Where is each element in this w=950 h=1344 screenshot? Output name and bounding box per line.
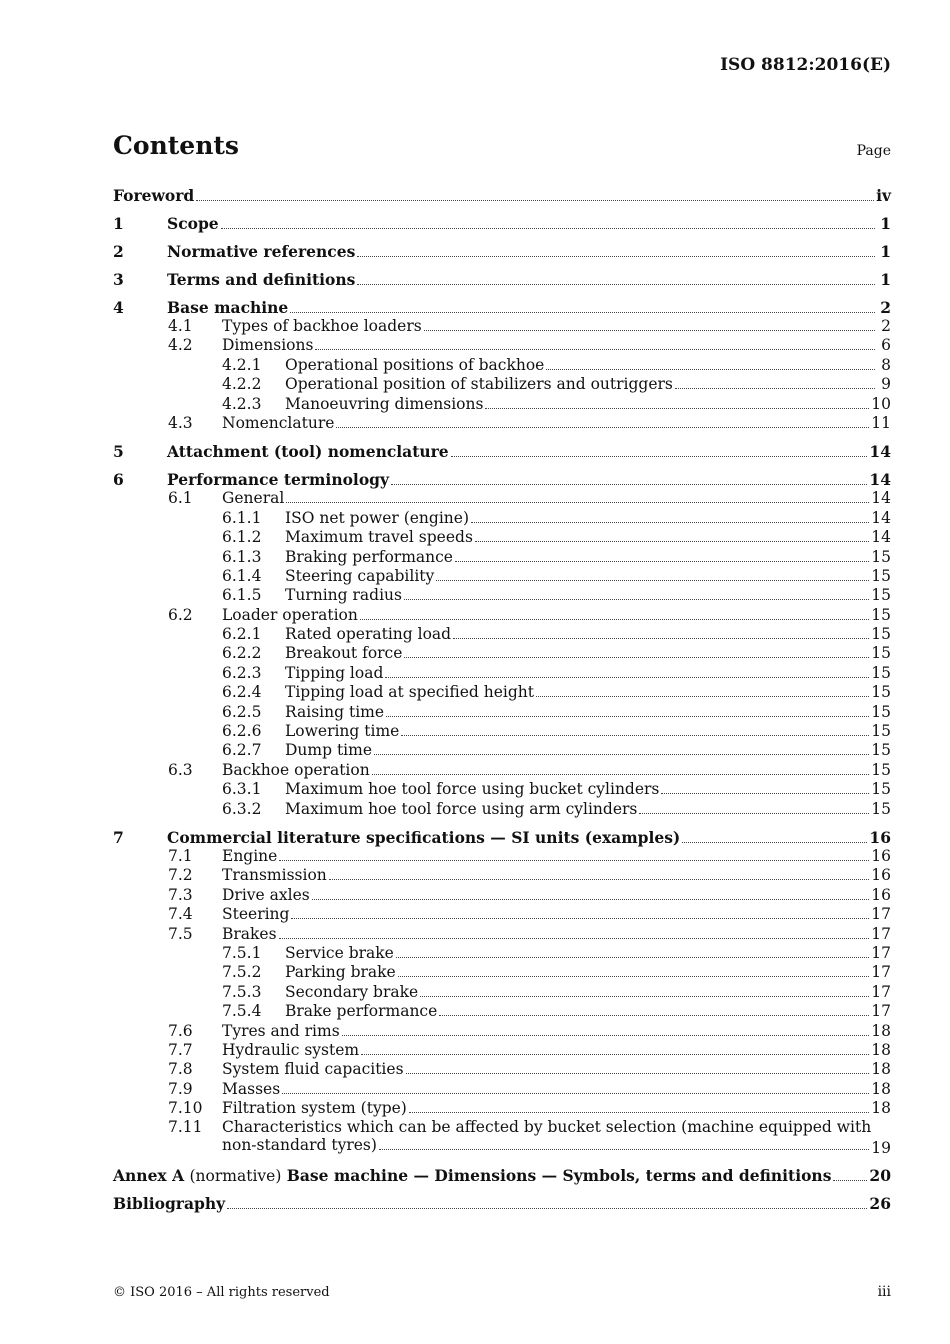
- toc-entry[interactable]: [113, 847, 891, 866]
- toc-entry-page: 14: [869, 470, 891, 490]
- toc-entry-text: Filtration system (type): [222, 1099, 407, 1118]
- toc-entry-text: General: [222, 489, 285, 508]
- toc-entry-title: [222, 1022, 871, 1040]
- toc-entry-number: 7.3: [168, 885, 193, 904]
- toc-entry-number: 7.5.3: [222, 982, 262, 1001]
- toc-entry[interactable]: [113, 270, 891, 289]
- annex-title: Base machine — Dimensions — Symbols, terms and definitions: [286, 1166, 832, 1186]
- dot-leader: [401, 735, 869, 736]
- toc-entry-page: 19: [871, 1139, 891, 1158]
- toc-entry[interactable]: [113, 963, 891, 982]
- dot-leader: [639, 813, 869, 814]
- toc-entry-title: [285, 548, 871, 566]
- toc-entry-page: 15: [871, 760, 891, 779]
- dot-leader: [227, 1208, 867, 1209]
- toc-entry-page: 16: [871, 885, 891, 904]
- dot-leader: [329, 879, 870, 880]
- toc-entry[interactable]: [113, 703, 891, 722]
- toc-entry[interactable]: [113, 625, 891, 644]
- toc-entry-number: 7.2: [168, 866, 193, 885]
- toc-entry-page: 15: [871, 799, 891, 818]
- toc-entry-text: Nomenclature: [222, 413, 335, 432]
- toc-entry-title: [285, 780, 871, 798]
- toc-entry-bibliography[interactable]: [113, 1194, 891, 1213]
- dot-leader: [406, 1073, 870, 1074]
- toc-entry-number: 4: [113, 298, 124, 317]
- toc-entry[interactable]: [113, 317, 891, 336]
- toc-entry-page: 16: [869, 827, 891, 847]
- dot-leader: [286, 502, 869, 503]
- toc-entry-title: [222, 761, 871, 779]
- toc-entry[interactable]: [113, 866, 891, 885]
- toc-entry[interactable]: [113, 586, 891, 605]
- toc-entry-text: Secondary brake: [285, 982, 419, 1001]
- toc-entry-number: 4.2.3: [222, 394, 262, 413]
- toc-entry-text: Maximum hoe tool force using bucket cylinders: [285, 780, 660, 799]
- toc-entry-title: [222, 847, 871, 865]
- toc-entry[interactable]: [113, 886, 891, 905]
- toc-entry-title: [222, 489, 871, 507]
- toc-entry-text: Transmission: [222, 866, 327, 885]
- toc-entry-title: [167, 442, 869, 461]
- toc-entry-number: 7.4: [168, 905, 193, 924]
- page-column-label: Page: [856, 143, 891, 159]
- toc-entry-text: Backhoe operation: [222, 760, 370, 779]
- toc-entry[interactable]: [113, 442, 891, 461]
- toc-entry-text: Parking brake: [285, 963, 396, 982]
- toc-entry-title: [222, 1041, 871, 1059]
- toc-entry-text: Commercial literature specifications — SI units (examples): [167, 827, 681, 847]
- toc-entry-text: Drive axles: [222, 885, 310, 904]
- toc-entry-page: 14: [871, 528, 891, 547]
- toc-entry-number: 7.8: [168, 1060, 193, 1079]
- toc-entry-text: Maximum hoe tool force using arm cylinders: [285, 799, 638, 818]
- dot-leader: [357, 256, 875, 257]
- toc-entry-page: 16: [871, 866, 891, 885]
- toc-entry-title: [222, 317, 877, 335]
- toc-entry-page: 1: [880, 242, 891, 261]
- dot-leader: [342, 1035, 870, 1036]
- toc-entry-text: Breakout force: [285, 644, 403, 663]
- dot-leader: [409, 1112, 869, 1113]
- toc-entry-title: [222, 886, 871, 904]
- toc-entry-number: 2: [113, 242, 124, 261]
- toc-entry[interactable]: [113, 606, 891, 625]
- dot-leader: [453, 638, 869, 639]
- toc-entry[interactable]: [113, 644, 891, 663]
- toc-entry-text: Maximum travel speeds: [285, 528, 473, 547]
- toc-entry-page: 18: [871, 1060, 891, 1079]
- toc-entry-page: 8: [881, 355, 891, 374]
- toc-entry-title: [285, 963, 871, 981]
- toc-entry-page: 11: [871, 413, 891, 432]
- toc-entry[interactable]: [113, 722, 891, 741]
- footer-page-number: iii: [877, 1284, 891, 1300]
- toc-entry-text: Braking performance: [285, 547, 453, 566]
- toc-entry-title: [167, 214, 877, 233]
- dot-leader: [455, 561, 869, 562]
- toc-entry-number: 7.5.4: [222, 1002, 262, 1021]
- toc-entry-page: 20: [869, 1166, 891, 1186]
- toc-entry-text: Foreword: [113, 186, 195, 205]
- dot-leader: [361, 1054, 869, 1055]
- dot-leader: [221, 228, 875, 229]
- bibliography-title: Bibliography: [113, 1194, 226, 1214]
- dot-leader: [291, 918, 869, 919]
- toc-entry-text: Types of backhoe loaders: [222, 317, 422, 335]
- toc-entry-title: [222, 866, 871, 884]
- toc-entry[interactable]: [113, 375, 891, 394]
- toc-entry-text: Normative references: [167, 242, 356, 261]
- toc-entry-number: 6.1.3: [222, 547, 262, 566]
- toc-entry-page: 15: [871, 683, 891, 702]
- dot-leader: [661, 793, 869, 794]
- toc-entry-page: 15: [871, 586, 891, 605]
- toc-entry-text: ISO net power (engine): [285, 508, 470, 527]
- dot-leader: [391, 484, 867, 485]
- toc-entry-number: 7.1: [168, 846, 193, 865]
- toc-entry-page: 17: [871, 963, 891, 982]
- toc-entry-page: 26: [869, 1194, 891, 1214]
- toc-entry-text: Steering: [222, 905, 290, 924]
- toc-entry-title: [285, 983, 871, 1001]
- toc-entry-page: 15: [871, 566, 891, 585]
- dot-leader: [385, 677, 869, 678]
- toc-entry-page: 16: [871, 846, 891, 865]
- toc-entry-text-continued: non-standard tyres): [222, 1136, 377, 1155]
- toc-entry[interactable]: [113, 509, 891, 528]
- toc-entry-number: 6.1.2: [222, 528, 262, 547]
- toc-entry-page: 17: [871, 1002, 891, 1021]
- toc-entry-text: Raising time: [285, 702, 385, 721]
- toc-entry-title: [285, 528, 871, 546]
- table-of-contents: [113, 186, 891, 1213]
- toc-entry-page: 15: [871, 663, 891, 682]
- toc-entry[interactable]: [113, 828, 891, 847]
- toc-entry-text: Turning radius: [285, 586, 402, 605]
- toc-entry-title: [285, 567, 871, 585]
- toc-entry-number: 4.2.1: [222, 355, 262, 374]
- toc-entry-title: [285, 683, 871, 701]
- toc-entry-text: Characteristics which can be affected by bucket selection (machine equipped with: [222, 1118, 872, 1137]
- toc-entry-page: 15: [871, 547, 891, 566]
- toc-entry-text: Terms and definitions: [167, 270, 356, 289]
- toc-entry-page: 18: [871, 1021, 891, 1040]
- toc-entry-text: Attachment (tool) nomenclature: [167, 442, 449, 462]
- toc-entry[interactable]: [113, 905, 891, 924]
- toc-entry-text: Dimensions: [222, 336, 314, 355]
- standard-identifier: ISO 8812:2016(E): [720, 55, 891, 75]
- dot-leader: [386, 716, 869, 717]
- dot-leader: [675, 388, 875, 389]
- toc-entry-number: 7.5.1: [222, 943, 262, 962]
- toc-entry-page: 15: [871, 605, 891, 624]
- toc-entry[interactable]: [113, 1080, 891, 1099]
- toc-entry[interactable]: [113, 761, 891, 780]
- toc-entry-number: 6.1.5: [222, 586, 262, 605]
- toc-entry-title: [113, 1166, 869, 1185]
- toc-entry-number: 6.2.7: [222, 741, 262, 760]
- toc-entry-text: Hydraulic system: [222, 1040, 360, 1059]
- toc-entry[interactable]: [113, 214, 891, 233]
- toc-entry-number: 4.1: [168, 317, 193, 335]
- dot-leader: [312, 899, 870, 900]
- toc-entry-page: 14: [871, 489, 891, 508]
- toc-entry-number: 7.6: [168, 1021, 193, 1040]
- toc-entry[interactable]: [113, 944, 891, 963]
- toc-entry-page: 15: [871, 741, 891, 760]
- toc-entry-text: System fluid capacities: [222, 1060, 404, 1079]
- toc-entry-text: Tyres and rims: [222, 1021, 340, 1040]
- toc-entry[interactable]: [113, 356, 891, 375]
- toc-entry-text: Masses: [222, 1079, 281, 1098]
- dot-leader: [404, 599, 869, 600]
- toc-entry-title: [285, 586, 871, 604]
- toc-entry-page: 18: [871, 1079, 891, 1098]
- toc-entry-page: 14: [871, 508, 891, 527]
- dot-leader: [546, 369, 875, 370]
- dot-leader: [379, 1149, 869, 1150]
- toc-entry-title: [167, 298, 877, 317]
- dot-leader: [279, 860, 869, 861]
- toc-entry-number: 6.1: [168, 489, 193, 508]
- dot-leader: [315, 349, 875, 350]
- toc-entry-number: 3: [113, 270, 124, 289]
- toc-entry-page: 9: [881, 375, 891, 394]
- toc-entry-title: [285, 800, 871, 818]
- toc-entry-number: 1: [113, 214, 124, 233]
- toc-entry-number: 6.3: [168, 760, 193, 779]
- toc-entry-text: Scope: [167, 214, 219, 233]
- toc-entry-title: [167, 242, 877, 261]
- toc-entry-page: 1: [880, 270, 891, 289]
- toc-entry-text: Tipping load: [285, 663, 384, 682]
- toc-entry-page: 17: [871, 943, 891, 962]
- toc-entry[interactable]: [113, 1041, 891, 1060]
- dot-leader: [471, 522, 869, 523]
- toc-entry[interactable]: [113, 741, 891, 760]
- toc-entry-title: [285, 1002, 871, 1020]
- toc-entry-page: 15: [871, 644, 891, 663]
- toc-entry-title: [285, 375, 877, 393]
- dot-leader: [485, 408, 869, 409]
- dot-leader: [374, 754, 869, 755]
- dot-leader: [396, 957, 869, 958]
- toc-entry[interactable]: [113, 1099, 891, 1118]
- toc-entry-title: [167, 470, 869, 489]
- toc-entry-page: 18: [871, 1099, 891, 1118]
- toc-entry-page: 15: [871, 702, 891, 721]
- toc-entry-number: 6.2.1: [222, 625, 262, 644]
- toc-entry-page: 17: [871, 924, 891, 943]
- toc-entry[interactable]: [113, 925, 891, 944]
- toc-entry-title: [222, 925, 871, 943]
- toc-entry-number: 7.7: [168, 1040, 193, 1059]
- toc-entry-number: 6.2.6: [222, 722, 262, 741]
- toc-entry[interactable]: [113, 298, 891, 317]
- toc-entry-title: [222, 905, 871, 923]
- toc-entry-title: [222, 1080, 871, 1098]
- toc-entry[interactable]: [113, 1118, 891, 1157]
- toc-entry-title: [222, 1099, 871, 1117]
- toc-entry-text: Tipping load at specified height: [285, 683, 534, 702]
- toc-entry-number: 6.2.4: [222, 683, 262, 702]
- toc-entry-title: [113, 186, 876, 205]
- toc-entry[interactable]: [113, 983, 891, 1002]
- dot-leader: [439, 1015, 869, 1016]
- toc-entry[interactable]: [113, 548, 891, 567]
- toc-entry-page: 14: [869, 442, 891, 462]
- toc-entry[interactable]: [113, 414, 891, 433]
- toc-entry-text: Base machine: [167, 298, 289, 317]
- toc-entry-number: 6.2.3: [222, 663, 262, 682]
- dot-leader: [833, 1180, 867, 1181]
- toc-entry-text: Manoeuvring dimensions: [285, 394, 484, 413]
- toc-entry-number: 7.9: [168, 1079, 193, 1098]
- toc-entry-title: [167, 270, 877, 289]
- toc-entry-number: 6.1.4: [222, 566, 262, 585]
- toc-entry-text: Lowering time: [285, 722, 400, 741]
- toc-entry[interactable]: [113, 780, 891, 799]
- toc-entry-number: 6: [113, 470, 124, 490]
- footer-copyright: © ISO 2016 – All rights reserved: [113, 1285, 330, 1300]
- dot-leader: [360, 619, 869, 620]
- toc-entry-annex-a[interactable]: [113, 1166, 891, 1185]
- toc-entry-page: 17: [871, 982, 891, 1001]
- page-title: Contents: [113, 131, 240, 160]
- dot-leader: [436, 580, 869, 581]
- toc-entry-title: [285, 944, 871, 962]
- toc-entry-text: Brake performance: [285, 1002, 438, 1021]
- dot-leader: [536, 696, 869, 697]
- toc-entry-number: 7.11: [168, 1118, 203, 1137]
- toc-entry-title: [222, 1118, 871, 1154]
- toc-entry-title: [113, 1194, 869, 1213]
- toc-entry-number: 7.5: [168, 924, 193, 943]
- toc-entry-page: 1: [880, 214, 891, 233]
- toc-entry[interactable]: [113, 683, 891, 702]
- toc-entry-title: [285, 741, 871, 759]
- toc-entry-page: 15: [871, 780, 891, 799]
- toc-entry-title: [222, 606, 871, 624]
- toc-entry-number: 6.2.5: [222, 702, 262, 721]
- dot-leader: [282, 1093, 869, 1094]
- toc-entry-number: 6.2.2: [222, 644, 262, 663]
- toc-entry-number: 4.3: [168, 413, 193, 432]
- dot-leader: [357, 284, 875, 285]
- toc-entry[interactable]: [113, 1060, 891, 1079]
- toc-entry-text: Loader operation: [222, 605, 358, 624]
- toc-entry-page: iv: [876, 186, 891, 205]
- toc-entry-number: 6.3.2: [222, 799, 262, 818]
- dot-leader: [404, 657, 869, 658]
- toc-entry-title: [222, 336, 877, 354]
- toc-entry[interactable]: [113, 1002, 891, 1021]
- toc-entry-number: 6.2: [168, 605, 193, 624]
- toc-entry[interactable]: [113, 664, 891, 683]
- toc-entry[interactable]: [113, 800, 891, 819]
- toc-entry-number: 4.2.2: [222, 375, 262, 394]
- toc-entry-page: 15: [871, 722, 891, 741]
- toc-entry-number: 6.3.1: [222, 780, 262, 799]
- toc-entry[interactable]: [113, 336, 891, 355]
- toc-entry-text: Engine: [222, 846, 278, 865]
- toc-entry-text: Brakes: [222, 924, 277, 943]
- toc-entry-text: Service brake: [285, 943, 394, 962]
- toc-entry-number: 5: [113, 442, 124, 462]
- toc-entry-text: Dump time: [285, 741, 373, 760]
- toc-entry-text: Rated operating load: [285, 625, 452, 644]
- toc-entry[interactable]: [113, 470, 891, 489]
- toc-entry-title: [285, 664, 871, 682]
- dot-leader: [682, 842, 867, 843]
- toc-entry-page: 18: [871, 1040, 891, 1059]
- dot-leader: [372, 774, 870, 775]
- dot-leader: [424, 330, 875, 331]
- dot-leader: [196, 200, 874, 201]
- toc-entry-title: [285, 395, 871, 413]
- dot-leader: [420, 996, 869, 997]
- toc-entry-title: [285, 644, 871, 662]
- toc-entry-text: Performance terminology: [167, 470, 390, 490]
- toc-entry-title: [167, 828, 869, 847]
- dot-leader: [279, 938, 870, 939]
- toc-entry-page: 10: [871, 394, 891, 413]
- toc-entry[interactable]: [113, 567, 891, 586]
- toc-entry-number: 7: [113, 827, 124, 847]
- toc-entry-number: 6.1.1: [222, 508, 262, 527]
- dot-leader: [475, 541, 869, 542]
- toc-entry-page: 15: [871, 625, 891, 644]
- toc-entry-title: [222, 414, 871, 432]
- toc-entry-title: [222, 1060, 871, 1078]
- dot-leader: [398, 976, 870, 977]
- toc-entry[interactable]: [113, 1022, 891, 1041]
- toc-entry[interactable]: [113, 395, 891, 414]
- dot-leader: [290, 312, 875, 313]
- toc-entries: [113, 186, 891, 1157]
- toc-entry-text: Steering capability: [285, 566, 435, 585]
- dot-leader: [336, 427, 869, 428]
- toc-entry-number: 4.2: [168, 336, 193, 355]
- toc-entry-number: 7.10: [168, 1099, 203, 1118]
- toc-entry-text: Operational position of stabilizers and outriggers: [285, 375, 673, 394]
- toc-entry-title: [285, 509, 871, 527]
- toc-entry-page: 6: [881, 336, 891, 355]
- toc-entry-title: [285, 625, 871, 643]
- toc-entry-page: 2: [881, 317, 891, 335]
- annex-normative-tag: (normative): [189, 1167, 282, 1186]
- toc-entry[interactable]: [113, 528, 891, 547]
- toc-entry-title: [285, 356, 877, 374]
- toc-entry[interactable]: [113, 489, 891, 508]
- annex-label: Annex A: [113, 1166, 185, 1186]
- toc-entry-title: [285, 703, 871, 721]
- toc-entry-text: Operational positions of backhoe: [285, 355, 545, 374]
- dot-leader: [451, 456, 868, 457]
- toc-entry-title: [285, 722, 871, 740]
- toc-entry-number: 7.5.2: [222, 963, 262, 982]
- toc-entry-page: 2: [880, 298, 891, 317]
- toc-entry-page: 17: [871, 905, 891, 924]
- toc-entry[interactable]: [113, 186, 891, 205]
- toc-entry[interactable]: [113, 242, 891, 261]
